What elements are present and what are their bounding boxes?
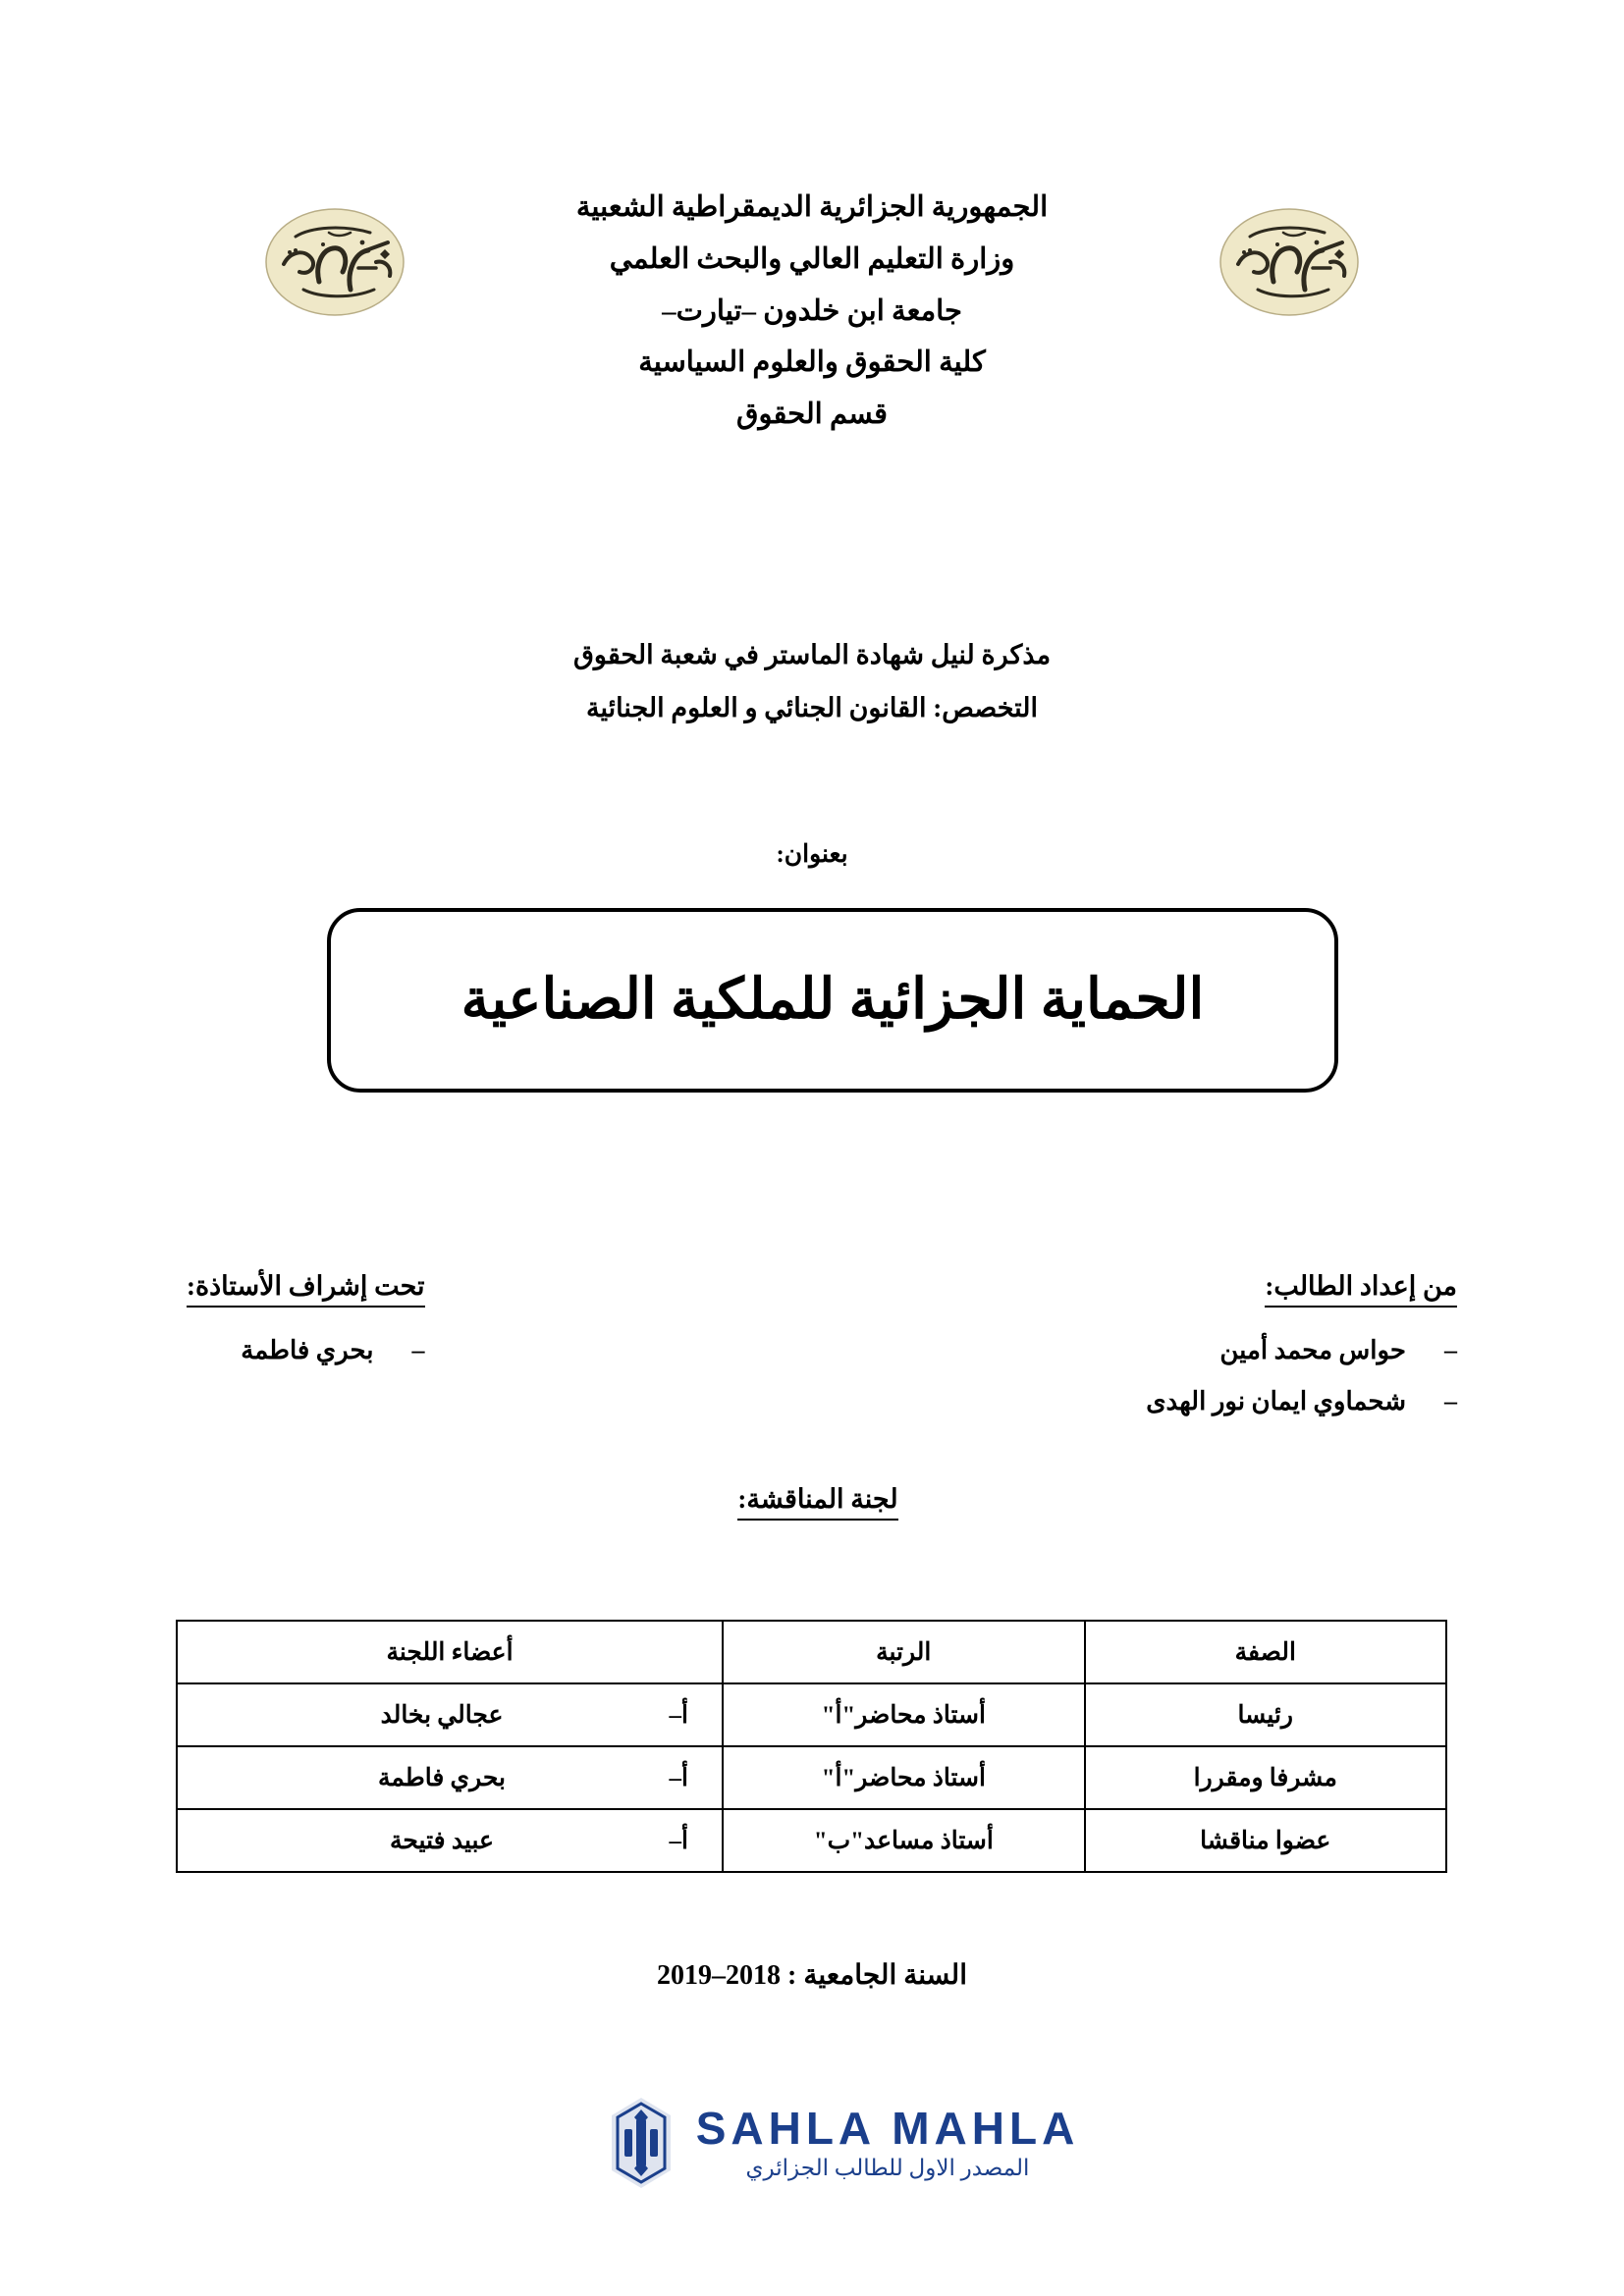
jury-role: عضوا مناقشا — [1085, 1809, 1447, 1872]
student-name: شحماوي ايمان نور الهدى — [1146, 1387, 1406, 1415]
student-name: حواس محمد أمين — [1219, 1336, 1406, 1364]
university-seal-icon — [260, 203, 409, 321]
header-line-republic: الجمهورية الجزائرية الديمقراطية الشعبية — [575, 191, 1049, 223]
header-line-department: قسم الحقوق — [735, 399, 889, 431]
sahla-mahla-watermark — [0, 2096, 1624, 2190]
academic-year — [0, 1958, 1624, 1992]
student-name-list — [1146, 1325, 1457, 1427]
jury-member — [177, 1683, 723, 1746]
table-row — [177, 1809, 1446, 1872]
jury-member-name: عبيد فتيحة — [390, 1828, 494, 1854]
jury-member-name: عجالي بخالد — [380, 1702, 504, 1729]
student-heading: من إعداد الطالب: — [1265, 1271, 1457, 1308]
bullet-dash-icon: – — [1444, 1387, 1457, 1415]
jury-member — [177, 1746, 723, 1809]
jury-table-wrap — [176, 1620, 1447, 1873]
bullet-dash-icon: – — [411, 1336, 425, 1364]
degree-line-specialization: التخصص: القانون الجنائي و العلوم الجنائية — [585, 693, 1039, 722]
watermark-title: SAHLA MAHLA — [695, 2102, 1080, 2154]
jury-member-prefix: أ– — [669, 1765, 688, 1791]
header-line-ministry: وزارة التعليم العالي والبحث العلمي — [609, 242, 1015, 275]
list-item — [187, 1325, 425, 1376]
table-header-row — [177, 1621, 1446, 1683]
supervisor-name-list — [187, 1325, 425, 1376]
watermark-text-block — [695, 2102, 1080, 2181]
jury-rank: أستاذ مساعد"ب" — [723, 1809, 1085, 1872]
academic-year-label: السنة الجامعية : — [781, 1960, 967, 1991]
header-line-faculty: كلية الحقوق والعلوم السياسية — [638, 347, 986, 379]
degree-line-master: مذكرة لنيل شهادة الماستر في شعبة الحقوق — [572, 640, 1052, 669]
jury-heading-wrap — [0, 1484, 1624, 1521]
entitled-label: بعنوان: — [776, 841, 848, 868]
jury-role: رئيسا — [1085, 1683, 1447, 1746]
list-item — [1146, 1376, 1457, 1427]
degree-block — [0, 628, 1624, 734]
jury-rank: أستاذ محاضر"أ" — [723, 1683, 1085, 1746]
column-header-rank: الرتبة — [723, 1621, 1085, 1683]
supervisor-heading: تحت إشراف الأستاذة: — [187, 1271, 425, 1308]
jury-table — [176, 1620, 1447, 1873]
academic-year-value: 2018–2019 — [657, 1960, 782, 1991]
header-text-block — [468, 182, 1156, 441]
authorship-section — [0, 1271, 1624, 1468]
table-row — [177, 1746, 1446, 1809]
student-column — [1146, 1271, 1457, 1427]
jury-member-prefix: أ– — [669, 1702, 688, 1729]
page-title: الحماية الجزائية للملكية الصناعية — [460, 969, 1205, 1032]
bullet-dash-icon: – — [1444, 1336, 1457, 1364]
jury-member — [177, 1809, 723, 1872]
sahla-mahla-logo-icon — [604, 2096, 678, 2190]
jury-member-name: بحري فاطمة — [377, 1765, 507, 1791]
jury-rank: أستاذ محاضر"أ" — [723, 1746, 1085, 1809]
supervisor-column — [187, 1271, 425, 1376]
list-item — [1146, 1325, 1457, 1376]
table-row — [177, 1683, 1446, 1746]
watermark-subtitle: المصدر الاول للطالب الجزائري — [745, 2156, 1030, 2181]
column-header-member: أعضاء اللجنة — [177, 1621, 723, 1683]
supervisor-name: بحري فاطمة — [241, 1336, 374, 1364]
jury-heading: لجنة المناقشة: — [737, 1484, 897, 1521]
university-seal-icon — [1215, 203, 1364, 321]
jury-role: مشرفا ومقررا — [1085, 1746, 1447, 1809]
jury-member-prefix: أ– — [669, 1828, 688, 1854]
header-line-university: جامعة ابن خلدون –تيارت– — [662, 294, 962, 327]
thesis-title-box — [327, 908, 1338, 1093]
column-header-role: الصفة — [1085, 1621, 1447, 1683]
page-header — [0, 182, 1624, 441]
